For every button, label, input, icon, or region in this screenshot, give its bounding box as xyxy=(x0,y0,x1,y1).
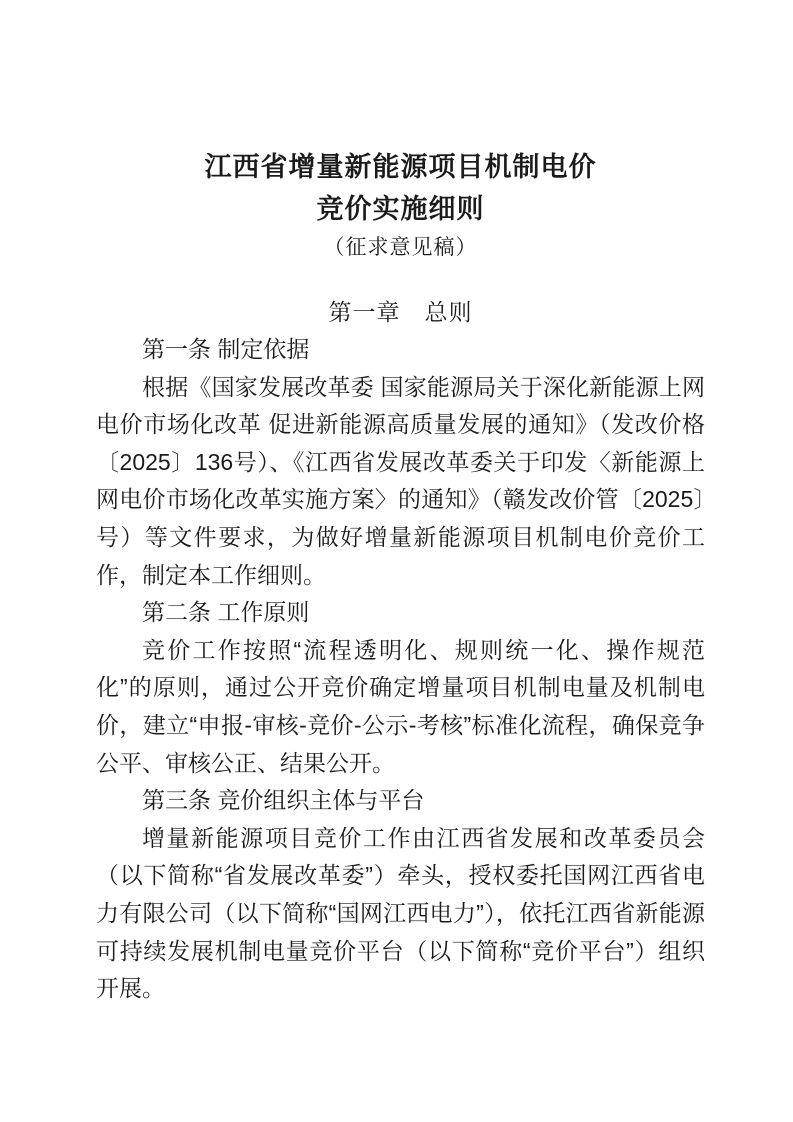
document-subtitle-draft-note: （征求意见稿） xyxy=(323,236,478,259)
article-1-body: 根据《国家发展改革委 国家能源局关于深化新能源上网电价市场化改革 促进新能源高质量发展的通知》（发改价格〔2025〕136号）、《江西省发展改革委关于印发〈新能源上网电价市场化改革实施方案〉的通知》（赣发改价管〔2025〕 号）等文件要求，为做好增量新能源项目机制电价竞价工作，制定本工作细则。 xyxy=(96,373,751,588)
article-1 xyxy=(96,331,751,594)
article-1-heading: 第一条 制定依据 xyxy=(142,336,310,362)
article-2 xyxy=(96,594,705,782)
article-3-heading: 第三条 竞价组织主体与平台 xyxy=(142,787,425,814)
document-title-line-2: 竞价实施细则 xyxy=(316,194,485,224)
article-3-body: 增量新能源项目竞价工作由江西省发展和改革委员会（以下简称“省发展改革委”）牵头，授权委托国网江西省电力有限公司（以下简称“国网江西电力”），依托江西省新能源可持续发展机制电量竞价平台（以下简称“竞价平台”）组织开展。 xyxy=(96,824,705,1002)
article-2-body: 竞价工作按照“流程透明化、规则统一化、操作规范化”的原则，通过公开竞价确定增量项目机制电量及机制电价，建立“申报-审核-竞价-公示-考核”标准化流程，确保竞争公平、审核公正、结果公开。 xyxy=(96,636,705,776)
document-title-line-1: 江西省增量新能源项目机制电价 xyxy=(204,152,597,182)
article-2-heading: 第二条 工作原则 xyxy=(142,599,310,626)
article-3 xyxy=(96,782,705,1008)
chapter-1-heading: 第一章 总则 xyxy=(328,299,473,325)
